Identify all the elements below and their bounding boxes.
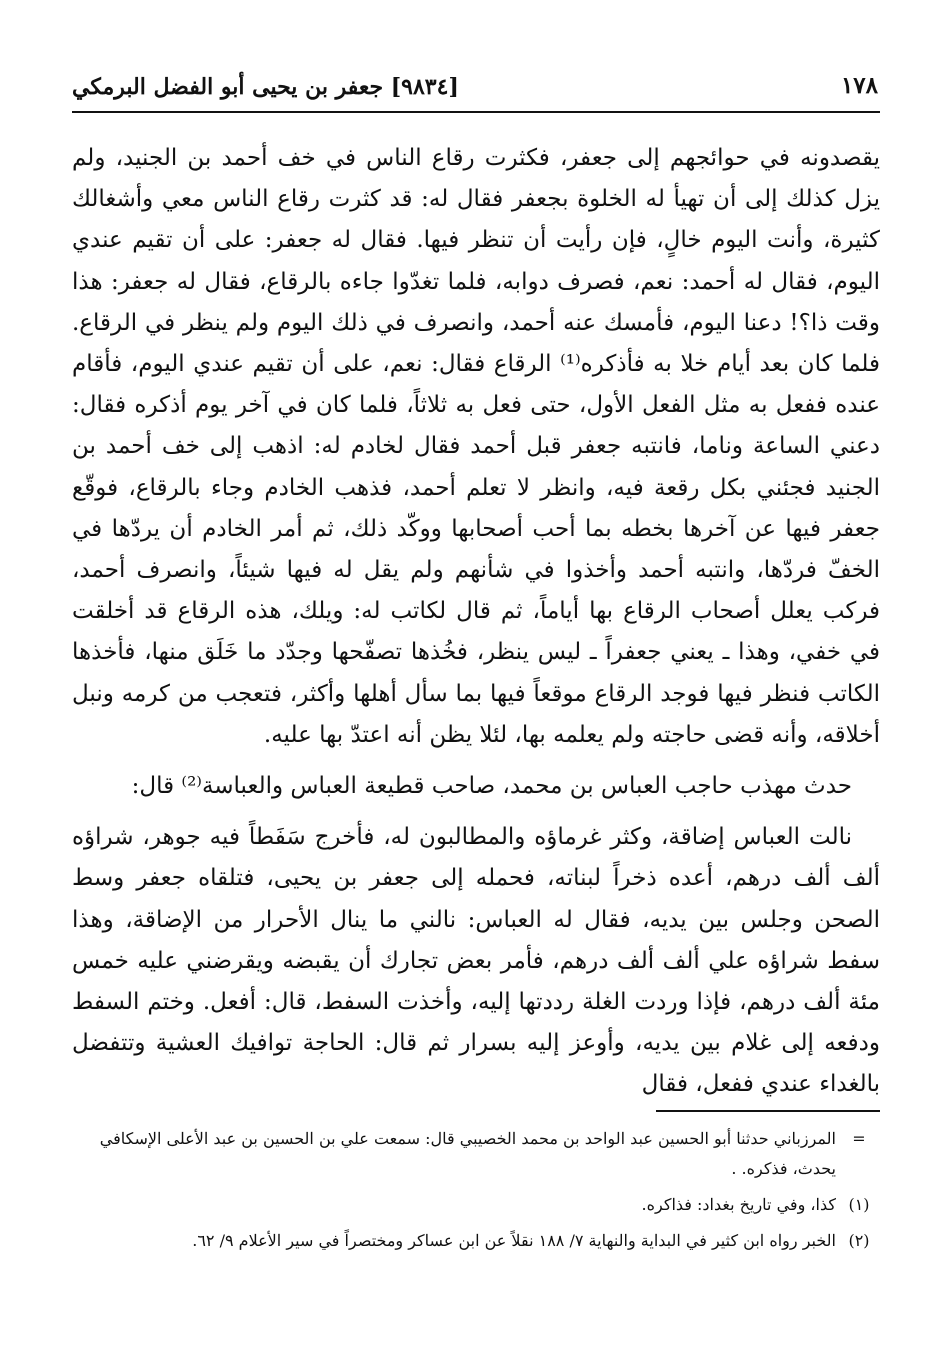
- footnote-2-text: الخبر رواه ابن كثير في البداية والنهاية ٧/ ١٨٨ نقلاً عن ابن عساكر ومختصراً في سير الأعلام ٩/ ٦٢.: [192, 1231, 836, 1250]
- footnote-1: [72, 1190, 880, 1220]
- running-head: [٩٨٣٤] جعفر بن يحيى أبو الفضل البرمكي: [72, 74, 459, 100]
- page-number: ١٧٨: [840, 72, 878, 99]
- paragraph-3: نالت العباس إضاقة، وكثر غرماؤه والمطالبون له، فأخرج سَفَطاً فيه جوهر، شراؤه ألف ألف درهم، أعده ذخراً لبناته، فحمله إلى جعفر بن يحيى، فتلقاه جعفر وسط الصحن وجلس بين يديه، فقال له العباس: نالني ما ينال الأحرار من الإضاقة، وهذا سفط شراؤه علي ألف ألف درهم، فأمر بعض تجارك أن يقبضه ويقرضني عليه خمس مئة ألف درهم، فإذا وردت الغلة رددتها إليه، وأخذت السفط، قال: أفعل. وختم السفط ودفعه إلى غلام بين يديه، وأوعز إليه بسرار ثم قال: الحاجة توافيك العشية وتتفضل بالغداء عندي ففعل، فقال: [72, 824, 880, 1098]
- footnote-continued-text: المرزباني حدثنا أبو الحسين عبد الواحد بن محمد الخصيبي قال: سمعت علي بن الحسين بن عبد الأعلى الإسكافي يحدث، فذكره. .: [99, 1129, 836, 1178]
- main-text: [72, 138, 880, 1106]
- footnote-2-mark: (٢): [848, 1231, 870, 1250]
- footnote-1-text: كذا، وفي تاريخ بغداد: فذاكره.: [641, 1195, 836, 1214]
- header-divider: [72, 111, 880, 113]
- footnote-continued-mark: =: [852, 1129, 866, 1148]
- footnote-continued: [72, 1124, 880, 1184]
- paragraph-1: يقصدونه في حوائجهم إلى جعفر، فكثرت رقاع الناس في خف أحمد بن الجنيد، ولم يزل كذلك إلى أن تهيأ له الخلوة بجعفر فقال له: قد كثرت رقاع الناس معي وأشغالك كثيرة، وأنت اليوم خالٍ، فإن رأيت أن تنظر فيها. فقال له جعفر: على أن تقيم عندي اليوم، فقال له أحمد: نعم، فصرف دوابه، فلما تغدّوا جاءه بالرقاع، فقال له جعفر: هذا وقت ذا؟! دعنا اليوم، فأمسك عنه أحمد، وانصرف في ذلك اليوم ولم ينظر في الرقاع. فلما كان بعد أيام خلا به فأذكره⁽¹⁾ الرقاع فقال: نعم، على أن تقيم عندي اليوم، فأقام عنده ففعل به مثل الفعل الأول، حتى فعل به ثلاثاً، فلما كان في آخر يوم أذكره فقال: دعني الساعة وناما، فانتبه جعفر قبل أحمد فقال لخادم له: اذهب إلى خف أحمد بن الجنيد فجئني بكل رقعة فيه، وانظر لا تعلم أحمد، فذهب الخادم وجاء بالرقاع، فوقّع جعفر فيها عن آخرها بخطه بما أحب أصحابها ووكّد ذلك، ثم أمر الخادم أن يردّها في الخفّ فردّها، وانتبه أحمد وأخذوا في شأنهم ولم يقل له فيها شيئاً، وانصرف أحمد، فركب يعلل أصحاب الرقاع بها أياماً، ثم قال لكاتب له: ويلك، هذه الرقاع قد أخلقت في خفي، وهذا ـ يعني جعفراً ـ ليس ينظر، فخُذها تصفّحها وجدّد ما خَلَق منها، فأخذها الكاتب فنظر فيها فوجد الرقاع موقعاً فيها بما سأل أهلها وأكثر، فتعجب من كرمه ونبل أخلاقه، وأنه قضى حاجته ولم يعلمه بها، لئلا يظن أنه اعتدّ بها عليه.: [72, 145, 881, 748]
- paragraph-2: حدث مهذب حاجب العباس بن محمد، صاحب قطيعة العباس والعباسة⁽²⁾ قال:: [131, 773, 852, 800]
- footnote-2: [72, 1226, 880, 1256]
- footnote-divider: [656, 1110, 880, 1112]
- footnotes: [72, 1124, 880, 1262]
- footnote-1-mark: (١): [848, 1195, 870, 1214]
- page-header: [72, 68, 880, 108]
